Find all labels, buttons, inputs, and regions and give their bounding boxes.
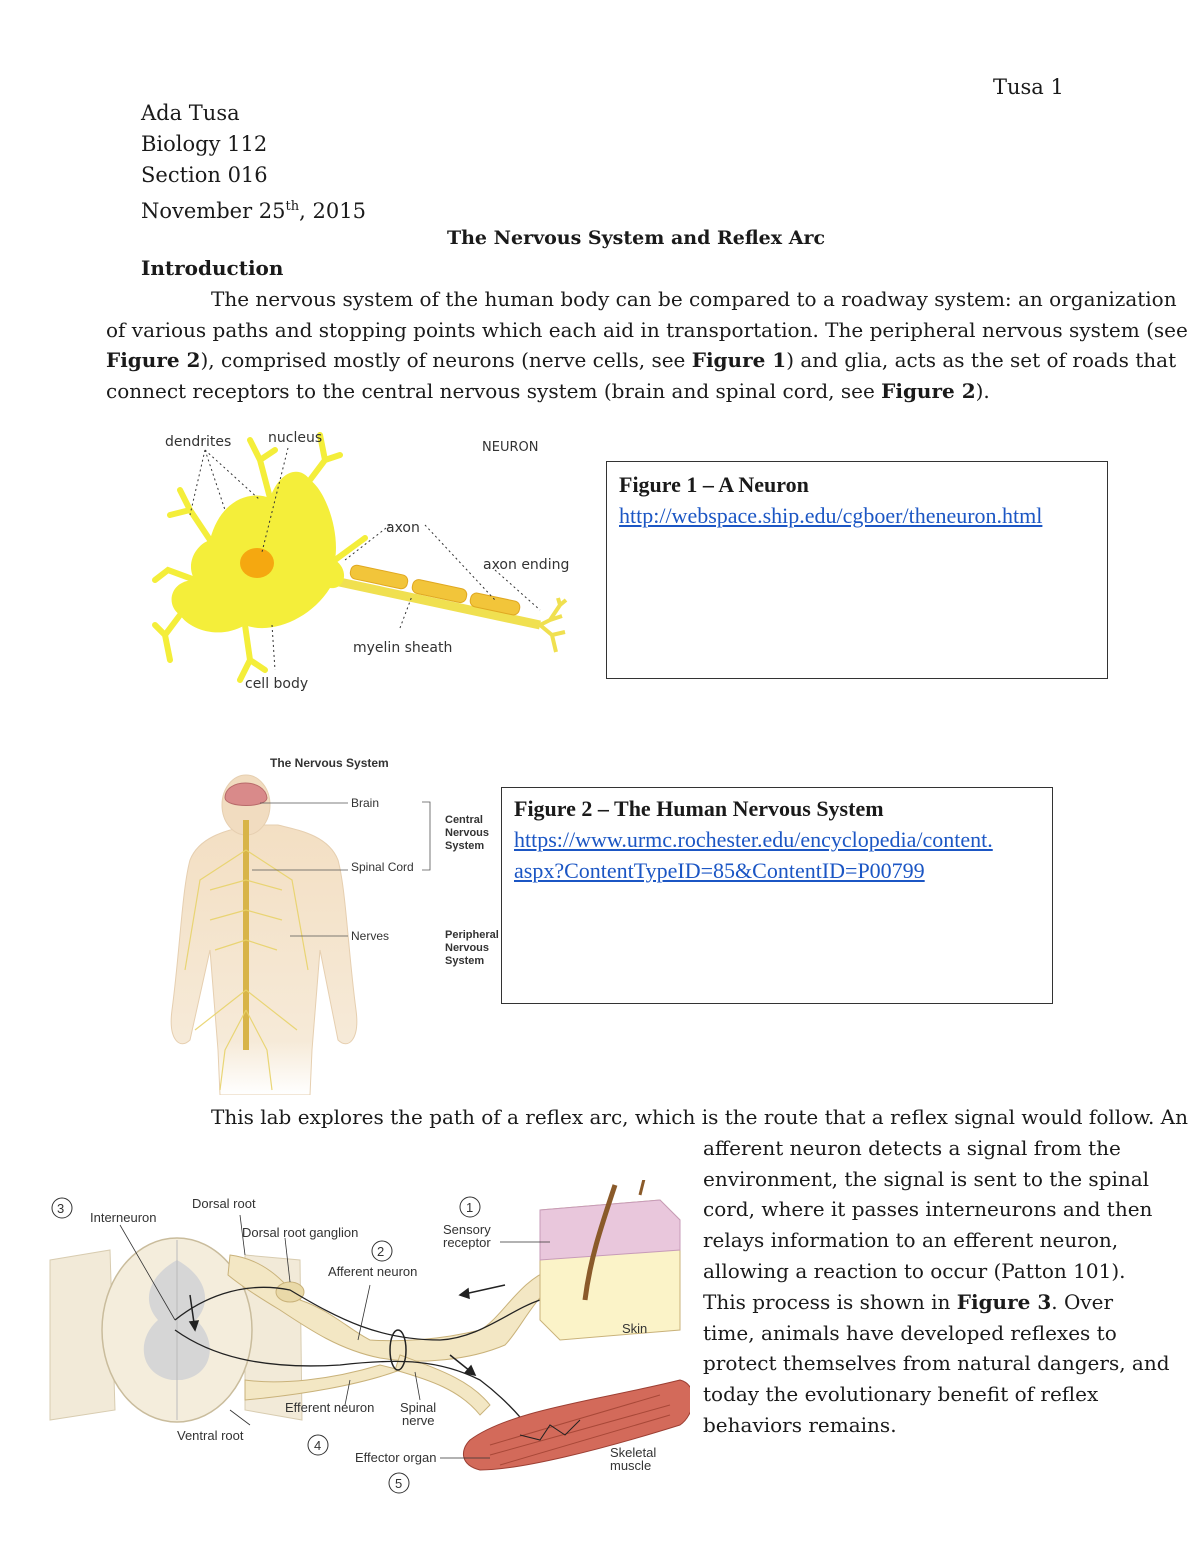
intro-text: ) and glia, acts as the set of roads that xyxy=(786,348,1177,372)
intro-line-3 xyxy=(106,345,1176,376)
neuron-title: NEURON xyxy=(482,440,539,455)
lab-text: This process is shown in xyxy=(703,1290,957,1314)
intro-line-2: of various paths and stopping points which each aid in transportation. The peripheral nervous system (see xyxy=(106,318,1188,342)
date-superscript: th xyxy=(285,199,300,214)
lab-line-8: protect themselves from natural dangers, and xyxy=(703,1351,1170,1375)
brain-label: Brain xyxy=(351,796,380,810)
skeletal-muscle-label-2: muscle xyxy=(610,1458,652,1473)
lab-line-2: environment, the signal is sent to the spinal xyxy=(703,1167,1150,1191)
page-title: The Nervous System and Reflex Arc xyxy=(446,227,826,249)
lab-line-9: today the evolutionary benefit of reflex xyxy=(703,1382,1099,1406)
skin-block xyxy=(540,1180,680,1340)
fig1-ref: Figure 1 xyxy=(691,348,787,372)
lab-line-0: This lab explores the path of a reflex arc, which is the route that a reflex signal would follow. An xyxy=(211,1105,1188,1129)
course-name: Biology 112 xyxy=(141,132,268,156)
figure2-caption-box xyxy=(501,787,1053,1004)
figure1-caption-box xyxy=(606,461,1108,679)
intro-text: ), comprised mostly of neurons (nerve cells, see xyxy=(200,348,692,372)
date-line xyxy=(141,191,366,227)
date-suffix: , 2015 xyxy=(299,199,366,223)
figure1-caption-title: Figure 1 – A Neuron xyxy=(619,472,809,497)
fig2-ref: Figure 2 xyxy=(881,379,976,403)
step-2-marker: 2 xyxy=(377,1244,385,1259)
pns-label-2: Nervous xyxy=(445,942,490,954)
ventral-root-label: Ventral root xyxy=(177,1428,244,1443)
nucleus-label: nucleus xyxy=(268,430,323,446)
spinal-cord-label: Spinal Cord xyxy=(351,860,414,874)
figure2-source-link-1[interactable]: https://www.urmc.rochester.edu/encyclopedia/content. xyxy=(514,827,993,852)
fig2-ref: Figure 2 xyxy=(106,348,201,372)
afferent-neuron-label: Afferent neuron xyxy=(328,1264,418,1279)
axon-shape xyxy=(330,564,566,652)
figure2-source-link-2[interactable]: aspx?ContentTypeID=85&ContentID=P00799 xyxy=(514,858,925,883)
intro-text: connect receptors to the central nervous system (brain and spinal cord, see xyxy=(106,379,882,403)
intro-line-1: The nervous system of the human body can be compared to a roadway system: an organization xyxy=(211,287,1177,311)
pns-label-1: Peripheral xyxy=(445,929,499,941)
section-heading: Introduction xyxy=(141,256,284,280)
cns-label-3: System xyxy=(445,840,485,852)
nervous-system-title: The Nervous System xyxy=(270,756,389,770)
lab-line-7: time, animals have developed reflexes to xyxy=(703,1321,1117,1345)
nerves-label: Nerves xyxy=(351,929,390,943)
human-body-shape xyxy=(171,775,357,1095)
fig3-ref: Figure 3 xyxy=(956,1290,1052,1314)
interneuron-label: Interneuron xyxy=(90,1210,157,1225)
sensory-receptor-label-2: receptor xyxy=(443,1235,491,1250)
lab-line-6 xyxy=(703,1287,1113,1318)
step-1-marker: 1 xyxy=(466,1200,474,1215)
lab-line-4: relays information to an efferent neuron, xyxy=(703,1228,1119,1252)
spinal-nerve-label-1: Spinal xyxy=(400,1400,437,1415)
running-head: Tusa 1 xyxy=(993,75,1064,99)
skin-label: Skin xyxy=(622,1321,648,1336)
cns-label-1: Central xyxy=(445,814,483,826)
efferent-neuron-label: Efferent neuron xyxy=(285,1400,375,1415)
step-5-marker: 5 xyxy=(395,1476,403,1491)
cell-body-shape xyxy=(155,435,365,680)
intro-text: ). xyxy=(975,379,990,403)
lab-line-1: afferent neuron detects a signal from the xyxy=(703,1136,1121,1160)
axon-label: axon xyxy=(386,520,420,536)
cell-body-label: cell body xyxy=(245,676,309,692)
figure1-source-link[interactable]: http://webspace.ship.edu/cgboer/theneuron.html xyxy=(619,503,1043,528)
axon-ending-label: axon ending xyxy=(483,557,570,573)
skeletal-muscle-label-1: Skeletal xyxy=(610,1445,657,1460)
section-number: Section 016 xyxy=(141,163,268,187)
date-prefix: November 25 xyxy=(141,199,286,223)
dendrites-label: dendrites xyxy=(165,434,232,450)
sensory-receptor-label-1: Sensory xyxy=(443,1222,491,1237)
author-name: Ada Tusa xyxy=(141,101,240,125)
reflex-arc-diagram xyxy=(40,1180,690,1495)
myelin-sheath-label: myelin sheath xyxy=(353,640,453,656)
effector-organ-label: Effector organ xyxy=(355,1450,437,1465)
dorsal-root-label: Dorsal root xyxy=(192,1196,256,1211)
lab-line-5: allowing a reaction to occur (Patton 101). xyxy=(703,1259,1126,1283)
nervous-system-diagram xyxy=(160,750,510,1095)
intro-line-4 xyxy=(106,376,990,407)
spinal-nerve-label-2: nerve xyxy=(402,1413,435,1428)
step-4-marker: 4 xyxy=(314,1438,322,1453)
lab-line-10: behaviors remains. xyxy=(703,1413,897,1437)
figure2-caption-title: Figure 2 – The Human Nervous System xyxy=(514,796,884,821)
cns-label-2: Nervous xyxy=(445,827,490,839)
drg-label: Dorsal root ganglion xyxy=(242,1225,359,1240)
lab-line-3: cord, where it passes interneurons and then xyxy=(703,1197,1153,1221)
pns-label-3: System xyxy=(445,955,485,967)
step-3-marker: 3 xyxy=(57,1201,65,1216)
lab-text: . Over xyxy=(1051,1290,1114,1314)
neuron-diagram xyxy=(150,420,590,700)
